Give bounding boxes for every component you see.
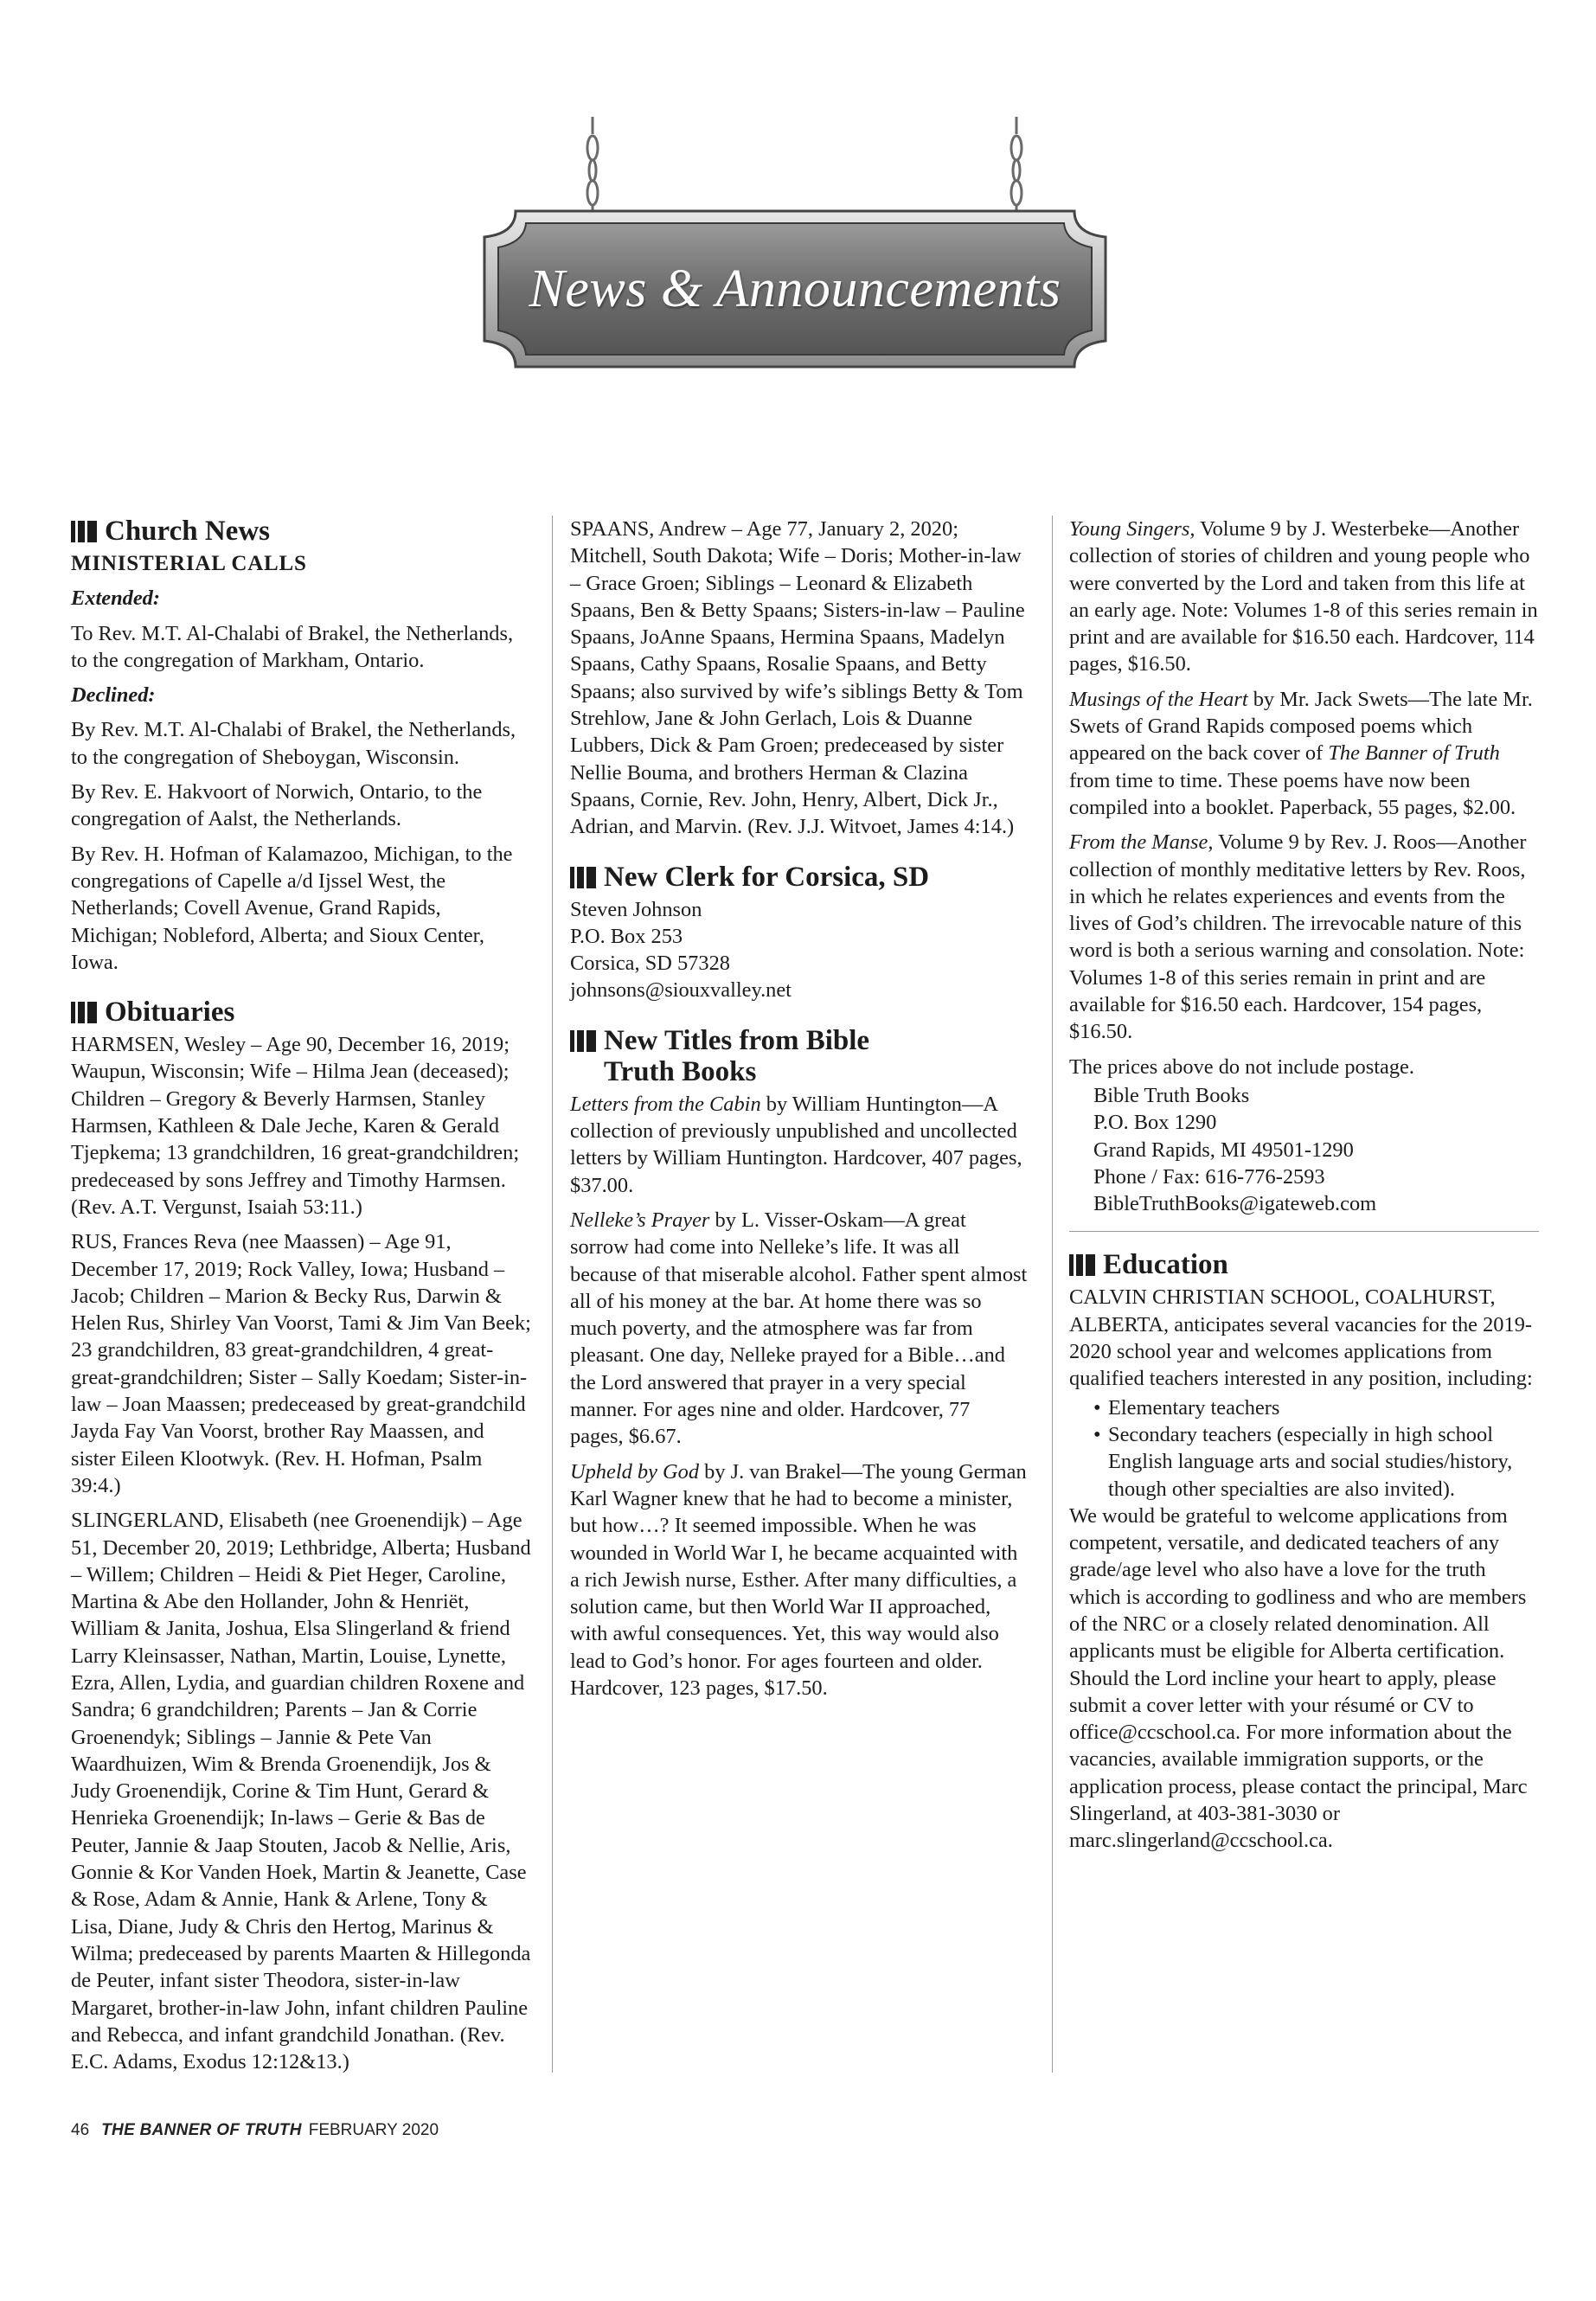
section-bars-icon bbox=[570, 1030, 596, 1052]
address-line: P.O. Box 1290 bbox=[1093, 1111, 1217, 1135]
declined-call: By Rev. E. Hakvoort of Norwich, Ontario, to the congregation of Aalst, the Netherlands. bbox=[71, 780, 483, 831]
column-divider bbox=[1052, 516, 1053, 2073]
book-title: Young Singers, bbox=[1069, 517, 1195, 541]
book-entry: Musings of the Heart by Mr. Jack Swets—The late Mr. Swets of Grand Rapids composed poems which appeared on the back cover of The Banner of Truth from time to time. These poems have now been compiled into a booklet. Paperback, 55 pages, $2.00. bbox=[1069, 687, 1533, 819]
obituary-entry: SLINGERLAND, Elisabeth (nee Groenendijk) – Age 51, December 20, 2019; Lethbridge, Alberta; Husband – Willem; Children – Heidi & Piet Heger, Caroline, Martina & Abe den Hollander, John & Henriët, William & Janita, Joshua, Elsa Slingerland & friend Larry Kleinsasser, Nathan, Martin, Louise, Lynette, Ezra, Allen, Lydia, and guardian children Roxene and Sandra; 6 grandchildren; Parents – Jan & Corrie Groenendyk; Siblings – Jannie & Pete Van Waardhuizen, Wim & Brenda Groenendijk, Jos & Judy Groenendijk, Corine & Tim Hunt, Gerard & Henrieka Groenendijk; In-laws – Gerie & Bas de Peuter, Jannie & Jaap Stouten, Jacob & Nellie, Aris, Gonnie & Kor Vanden Hoek, Martin & Jeanette, Case & Rose, Adam & Annie, Hank & Arlene, Tony & Lisa, Diane, Judy & Chris den Hertog, Marinus & Wilma; predeceased by parents Maarten & Hillegonda de Peuter, infant sister Theodora, sister-in-law Margaret, brother-in-law John, infant children Pauline and Rebecca, and infant grandchild Jonathan. (Rev. E.C. Adams, Exodus 12:12&13.) bbox=[71, 1509, 531, 2074]
address-email: BibleTruthBooks@igateweb.com bbox=[1093, 1192, 1377, 1216]
book-title: Musings of the Heart bbox=[1069, 687, 1248, 711]
ministerial-calls-subheading: MINISTERIAL CALLS bbox=[71, 552, 307, 575]
clerk-name: Steven Johnson bbox=[570, 897, 702, 921]
position-item: • Elementary teachers bbox=[1093, 1394, 1539, 1421]
education-closing: We would be grateful to welcome applications from competent, versatile, and dedicated teachers of any grade/age level who also have a love for the truth which is according to godliness and who are members of the NRC or a closely related denomination. All applicants must be eligible for Alberta certification. Should the Lord incline your heart to apply, please submit a cover letter with your résumé or CV to office@ccschool.ca. For more information about the vacancies, available immigration supports, or the application process, please contact the principal, Marc Slingerland, at 403-381-3030 or marc.slingerland@ccschool.ca. bbox=[1069, 1503, 1528, 1853]
extended-call: To Rev. M.T. Al-Chalabi of Brakel, the Netherlands, to the congregation of Markham, Ontario. bbox=[71, 621, 514, 672]
section-bars-icon bbox=[71, 1002, 97, 1023]
clerk-po-box: P.O. Box 253 bbox=[570, 924, 683, 948]
section-bars-icon bbox=[1069, 1254, 1095, 1276]
declined-label: Declined: bbox=[71, 683, 156, 708]
column-3 bbox=[1069, 516, 1539, 1862]
education-intro: CALVIN CHRISTIAN SCHOOL, COALHURST, ALBERTA, anticipates several vacancies for the 2019-2020 school year and welcomes applications from qualified teachers interested in any position, including: bbox=[1069, 1285, 1533, 1391]
page-title: News & Announcements bbox=[529, 259, 1061, 318]
book-entry: Young Singers, Volume 9 by J. Westerbeke—Another collection of stories of children and young people who were converted by the Lord and taken from this life at an early age. Note: Volumes 1-8 of this series remain in print and are available for $16.50 each. Hardcover, 114 pages, $16.50. bbox=[1069, 517, 1538, 676]
obituary-entry: HARMSEN, Wesley – Age 90, December 16, 2019; Waupun, Wisconsin; Wife – Hilma Jean (deceased); Children – Gregory & Beverly Harmsen, Stanley Harmsen, Kathleen & Dale Jeche, Karen & Gerald Tjepkema; 13 grandchildren, 16 great-grandchildren; predeceased by sons Jeffrey and Timothy Harmsen. (Rev. A.T. Vergunst, Isaiah 53:11.) bbox=[71, 1033, 520, 1219]
postage-note: The prices above do not include postage. bbox=[1069, 1054, 1414, 1079]
new-clerk-heading: New Clerk for Corsica, SD bbox=[570, 862, 1029, 893]
book-entry: Upheld by God by J. van Brakel—The young German Karl Wagner knew that he had to become a minister, but how…? It seemed impossible. When he was wounded in World War I, he became acquainted with a rich Jewish nurse, Esther. After many difficulties, a solution came, but then World War II approached, with awful consequences. Yet, this way would also lead to God’s honor. For ages fourteen and older. Hardcover, 123 pages, $17.50. bbox=[570, 1459, 1027, 1700]
book-title: Nelleke’s Prayer bbox=[570, 1208, 710, 1232]
position-list bbox=[1069, 1394, 1539, 1503]
publication-name: THE BANNER OF TRUTH bbox=[101, 2121, 302, 2139]
book-title: Upheld by God bbox=[570, 1459, 700, 1484]
column-divider bbox=[552, 516, 553, 2073]
clerk-city: Corsica, SD 57328 bbox=[570, 952, 730, 976]
education-heading: Education bbox=[1069, 1249, 1539, 1280]
church-news-heading: Church News bbox=[71, 516, 532, 547]
page-footer bbox=[71, 2121, 439, 2140]
position-item: • Secondary teachers (especially in high school English language arts and social studies/history, though other specialties are also invited). bbox=[1093, 1421, 1539, 1503]
address-line: Bible Truth Books bbox=[1093, 1083, 1250, 1107]
clerk-address bbox=[570, 896, 1029, 1004]
sign-chain-left bbox=[585, 117, 600, 222]
book-entry: Nelleke’s Prayer by L. Visser-Oskam—A great sorrow had come into Nelleke’s life. It was all because of that miserable alcohol. Father spent almost all of his money at the bar. At home there was so much poverty, and the atmosphere was far from pleasant. One day, Nelleke prayed for a Bible…and the Lord answered that prayer in a very special manner. For ages nine and older. Hardcover, 77 pages, $6.67. bbox=[570, 1208, 1028, 1449]
hanging-sign bbox=[481, 208, 1109, 370]
section-bars-icon bbox=[71, 521, 97, 542]
book-title: Letters from the Cabin bbox=[570, 1092, 761, 1116]
bible-truth-books-address bbox=[1093, 1082, 1539, 1217]
obituaries-heading: Obituaries bbox=[71, 997, 532, 1028]
new-titles-heading: New Titles from Bible Truth Books bbox=[570, 1025, 1029, 1087]
obituary-entry: RUS, Frances Reva (nee Maassen) – Age 91, December 17, 2019; Rock Valley, Iowa; Husband – Jacob; Children – Marion & Becky Rus, Darwin & Helen Rus, Shirley Van Voorst, Tami & Jim Van Beek; 23 grandchildren, 83 great-grandchildren, 4 great-great-grandchildren; Sister – Sally Koedam; Sister-in-law – Joan Maassen; predeceased by great-grandchild Jayda Fay Van Voorst, brother Ray Maassen, and sister Eileen Klootwyk. (Rev. H. Hofman, Psalm 39:4.) bbox=[71, 1230, 531, 1497]
page-number: 46 bbox=[71, 2121, 90, 2139]
address-line: Phone / Fax: 616-776-2593 bbox=[1093, 1164, 1325, 1189]
book-entry: From the Manse, Volume 9 by Rev. J. Roos—Another collection of monthly meditative letters by Rev. Roos, in which he relates experiences and events from the lives of God’s children. The irrevocable nature of this word is both a serious warning and consolation. Note: Volumes 1-8 of this series remain in print and are available for $16.50 each. Hardcover, 154 pages, $16.50. bbox=[1069, 830, 1527, 1044]
extended-label: Extended: bbox=[71, 586, 160, 611]
column-1 bbox=[71, 516, 532, 2083]
sign-chain-right bbox=[1009, 117, 1024, 222]
declined-call: By Rev. H. Hofman of Kalamazoo, Michigan, to the congregations of Capelle a/d Ijssel West, the Netherlands; Covell Avenue, Grand Rapids, Michigan; Nobleford, Alberta; and Sioux Center, Iowa. bbox=[71, 842, 513, 974]
column-2 bbox=[570, 516, 1029, 1709]
clerk-email: johnsons@siouxvalley.net bbox=[570, 978, 792, 1003]
declined-call: By Rev. M.T. Al-Chalabi of Brakel, the Netherlands, to the congregation of Sheboygan, Wisconsin. bbox=[71, 718, 516, 769]
section-bars-icon bbox=[570, 867, 596, 888]
section-divider bbox=[1069, 1231, 1539, 1232]
book-entry: Letters from the Cabin by William Huntington—A collection of previously unpublished and uncollected letters by William Huntington. Hardcover, 407 pages, $37.00. bbox=[570, 1092, 1022, 1197]
obituary-entry: SPAANS, Andrew – Age 77, January 2, 2020; Mitchell, South Dakota; Wife – Doris; Mother-in-law – Grace Groen; Siblings – Leonard & Elizabeth Spaans, Ben & Betty Spaans; Sisters-in-law – Pauline Spaans, JoAnne Spaans, Hermina Spaans, Madelyn Spaans, Cathy Spaans, Rosalie Spaans, and Betty Spaans; also survived by wife’s siblings Betty & Tom Strehlow, Jane & John Gerlach, Lois & Duanne Lubbers, Dick & Pam Groen; predeceased by sister Nellie Bouma, and brothers Herman & Clazina Spaans, Cornie, Rev. John, Henry, Albert, Dick Jr., Adrian, and Marvin. (Rev. J.J. Witvoet, James 4:14.) bbox=[570, 517, 1025, 839]
address-line: Grand Rapids, MI 49501-1290 bbox=[1093, 1138, 1354, 1162]
book-title: From the Manse, bbox=[1069, 830, 1214, 855]
issue-date: FEBRUARY 2020 bbox=[308, 2121, 439, 2139]
